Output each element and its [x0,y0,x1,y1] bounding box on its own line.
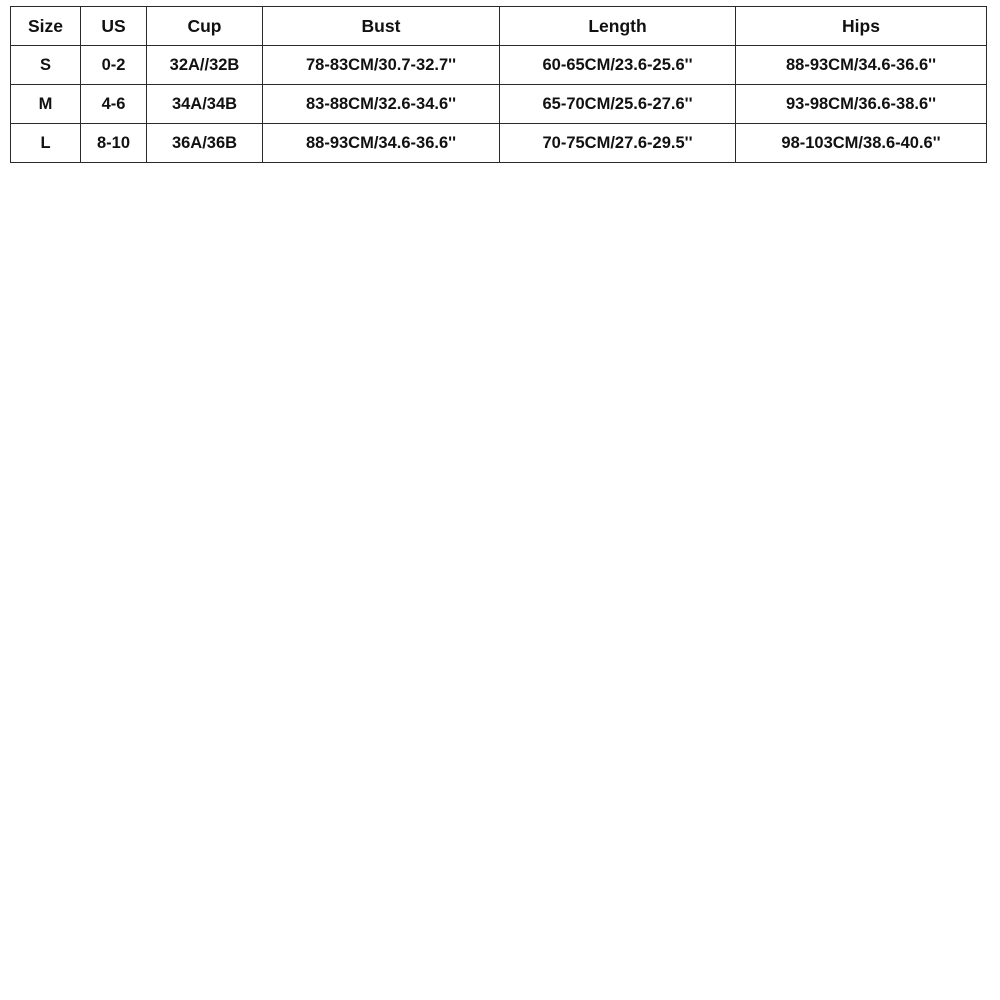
header-length: Length [500,7,736,46]
cell-size: S [11,46,81,85]
cell-us: 0-2 [81,46,147,85]
cell-cup: 36A/36B [147,124,263,163]
header-hips: Hips [736,7,987,46]
size-chart-table [10,6,987,163]
cell-hips: 88-93CM/34.6-36.6'' [736,46,987,85]
cell-size: M [11,85,81,124]
cell-hips: 98-103CM/38.6-40.6'' [736,124,987,163]
cell-bust: 83-88CM/32.6-34.6'' [263,85,500,124]
table-row [11,85,987,124]
table-row [11,124,987,163]
cell-hips: 93-98CM/36.6-38.6'' [736,85,987,124]
cell-us: 4-6 [81,85,147,124]
cell-length: 60-65CM/23.6-25.6'' [500,46,736,85]
cell-bust: 88-93CM/34.6-36.6'' [263,124,500,163]
cell-size: L [11,124,81,163]
table-row [11,46,987,85]
table-header-row [11,7,987,46]
cell-us: 8-10 [81,124,147,163]
header-us: US [81,7,147,46]
header-bust: Bust [263,7,500,46]
cell-bust: 78-83CM/30.7-32.7'' [263,46,500,85]
cell-cup: 34A/34B [147,85,263,124]
cell-length: 65-70CM/25.6-27.6'' [500,85,736,124]
header-cup: Cup [147,7,263,46]
header-size: Size [11,7,81,46]
cell-length: 70-75CM/27.6-29.5'' [500,124,736,163]
cell-cup: 32A//32B [147,46,263,85]
